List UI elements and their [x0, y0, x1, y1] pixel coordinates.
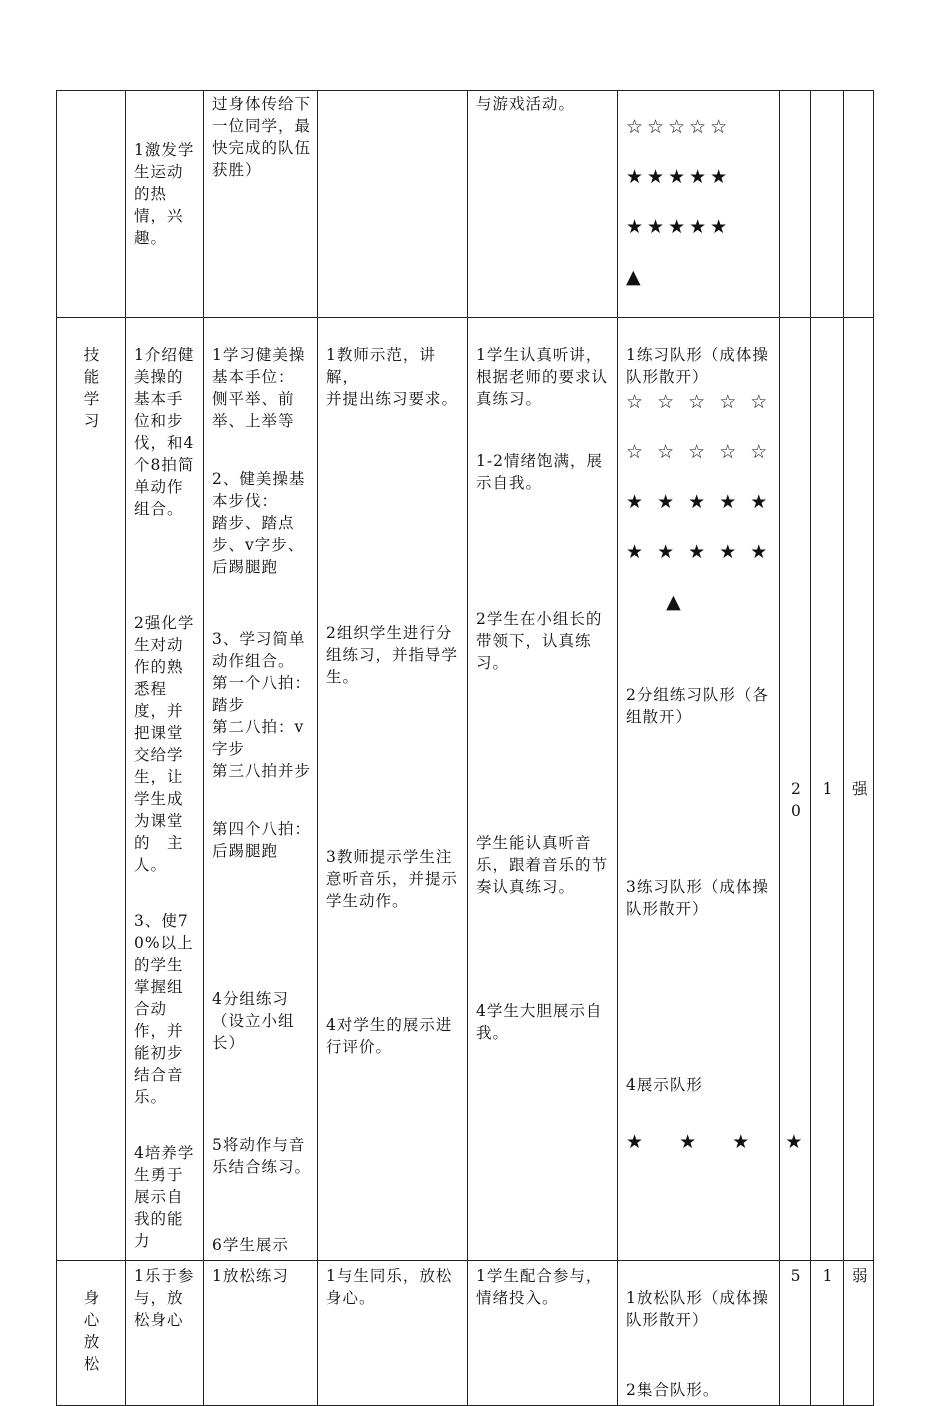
formation-text: 4展示队形: [626, 1076, 703, 1094]
table-row: [57, 318, 874, 1261]
intensity-cell: [844, 91, 874, 318]
time-cell: 5: [780, 1261, 811, 1406]
formation-row: ☆☆☆☆☆: [626, 116, 732, 138]
formation-row: ★ ★ ★ ★ ★: [626, 541, 772, 563]
student-text: 1-2情绪饱满，展示自我。: [476, 452, 603, 492]
section-cell: [57, 1261, 126, 1406]
section-cell: [57, 91, 126, 318]
intensity-cell: 强: [844, 318, 874, 1261]
time-value: 20: [791, 780, 802, 820]
count-cell: 1: [811, 318, 844, 1261]
content-cell: [204, 318, 318, 1261]
section-title: 技能学习: [83, 346, 101, 430]
teacher-text: 1教师示范，讲解， 并提出练习要求。: [326, 346, 459, 408]
goal-text: 3、使70%以上的学生掌握组合动作，并能初步结合音乐。: [134, 912, 194, 1106]
formation-text: 1放松队形（成体操队形散开）: [626, 1289, 769, 1329]
student-text: 学生能认真听音乐，跟着音乐的节奏认真练习。: [476, 834, 609, 896]
formation-text: 1练习队形（成体操队形散开）: [626, 346, 769, 386]
count-cell: 1: [811, 1261, 844, 1406]
goal-text: 1介绍健美操的基本手位和步伐，和4个8拍简单动作组合。: [134, 346, 195, 518]
formation-row: ▲: [626, 591, 685, 613]
student-cell: 与游戏活动。: [468, 91, 618, 318]
content-text: 4分组练习（设立小组长）: [212, 990, 295, 1052]
formation-row: ★★★★★: [626, 216, 732, 238]
content-text: 6学生展示: [212, 1236, 289, 1254]
goal-text: 1激发学生运动的热情，兴趣。: [134, 141, 195, 247]
student-text: 1学生认真听讲，根据老师的要求认真练习。: [476, 346, 609, 408]
formation-row: ★ ★ ★ ★: [626, 1131, 811, 1153]
goal-cell: [126, 91, 204, 318]
goal-cell: [126, 318, 204, 1261]
section-title: 身心放松: [83, 1289, 101, 1373]
lesson-plan-table: [56, 90, 874, 1406]
student-cell: [468, 318, 618, 1261]
formation-cell: [618, 91, 780, 318]
teacher-text: 4对学生的展示进行评价。: [326, 1016, 453, 1056]
count-cell: [811, 91, 844, 318]
time-cell: [780, 91, 811, 318]
formation-text: 2分组练习队形（各组散开）: [626, 686, 769, 726]
content-text: 3、学习简单动作组合。 第一个八拍：踏步 第二八拍：v字步 第三八拍并步: [212, 630, 312, 780]
content-text: 2、健美操基本步伐： 踏步、踏点步、v字步、后踢腿跑: [212, 470, 306, 576]
formation-row: ☆ ☆ ☆ ☆ ☆: [626, 441, 772, 463]
intensity-cell: 弱: [844, 1261, 874, 1406]
formation-text: 3练习队形（成体操队形散开）: [626, 878, 769, 918]
section-cell: [57, 318, 126, 1261]
goal-text: 2强化学生对动作的熟悉程度，并把课堂交给学生，让学生成为课堂的 主人。: [134, 614, 195, 874]
formation-cell: [618, 1261, 780, 1406]
content-cell: 过身体传给下一位同学，最快完成的队伍获胜）: [204, 91, 318, 318]
goal-text: 4培养学生勇于展示自我的能力: [134, 1144, 195, 1250]
formation-row: ★★★★★: [626, 166, 732, 188]
formation-row: ★ ★ ★ ★ ★: [626, 491, 772, 513]
student-text: 4学生大胆展示自我。: [476, 1002, 603, 1042]
student-cell: 1学生配合参与，情绪投入。: [468, 1261, 618, 1406]
teacher-text: 2组织学生进行分组练习，并指导学生。: [326, 624, 459, 686]
table-row: [57, 91, 874, 318]
formation-row: ☆ ☆ ☆ ☆ ☆: [626, 391, 772, 413]
student-text: 2学生在小组长的带领下，认真练习。: [476, 610, 603, 672]
content-text: 1学习健美操基本手位： 侧平举、前举、上举等: [212, 346, 306, 430]
teacher-cell: [318, 318, 468, 1261]
teacher-cell: 1与生同乐，放松身心。: [318, 1261, 468, 1406]
content-text: 第四个八拍：后踢腿跑: [212, 820, 312, 860]
content-cell: 1放松练习: [204, 1261, 318, 1406]
time-cell: [780, 318, 811, 1261]
goal-cell: 1乐于参与，放松身心: [126, 1261, 204, 1406]
table-row: [57, 1261, 874, 1406]
formation-row: ▲: [626, 266, 645, 288]
formation-text: 2集合队形。: [626, 1381, 720, 1399]
content-text: 5将动作与音乐结合练习。: [212, 1136, 312, 1176]
teacher-cell: [318, 91, 468, 318]
teacher-text: 3教师提示学生注意听音乐，并提示学生动作。: [326, 848, 459, 910]
